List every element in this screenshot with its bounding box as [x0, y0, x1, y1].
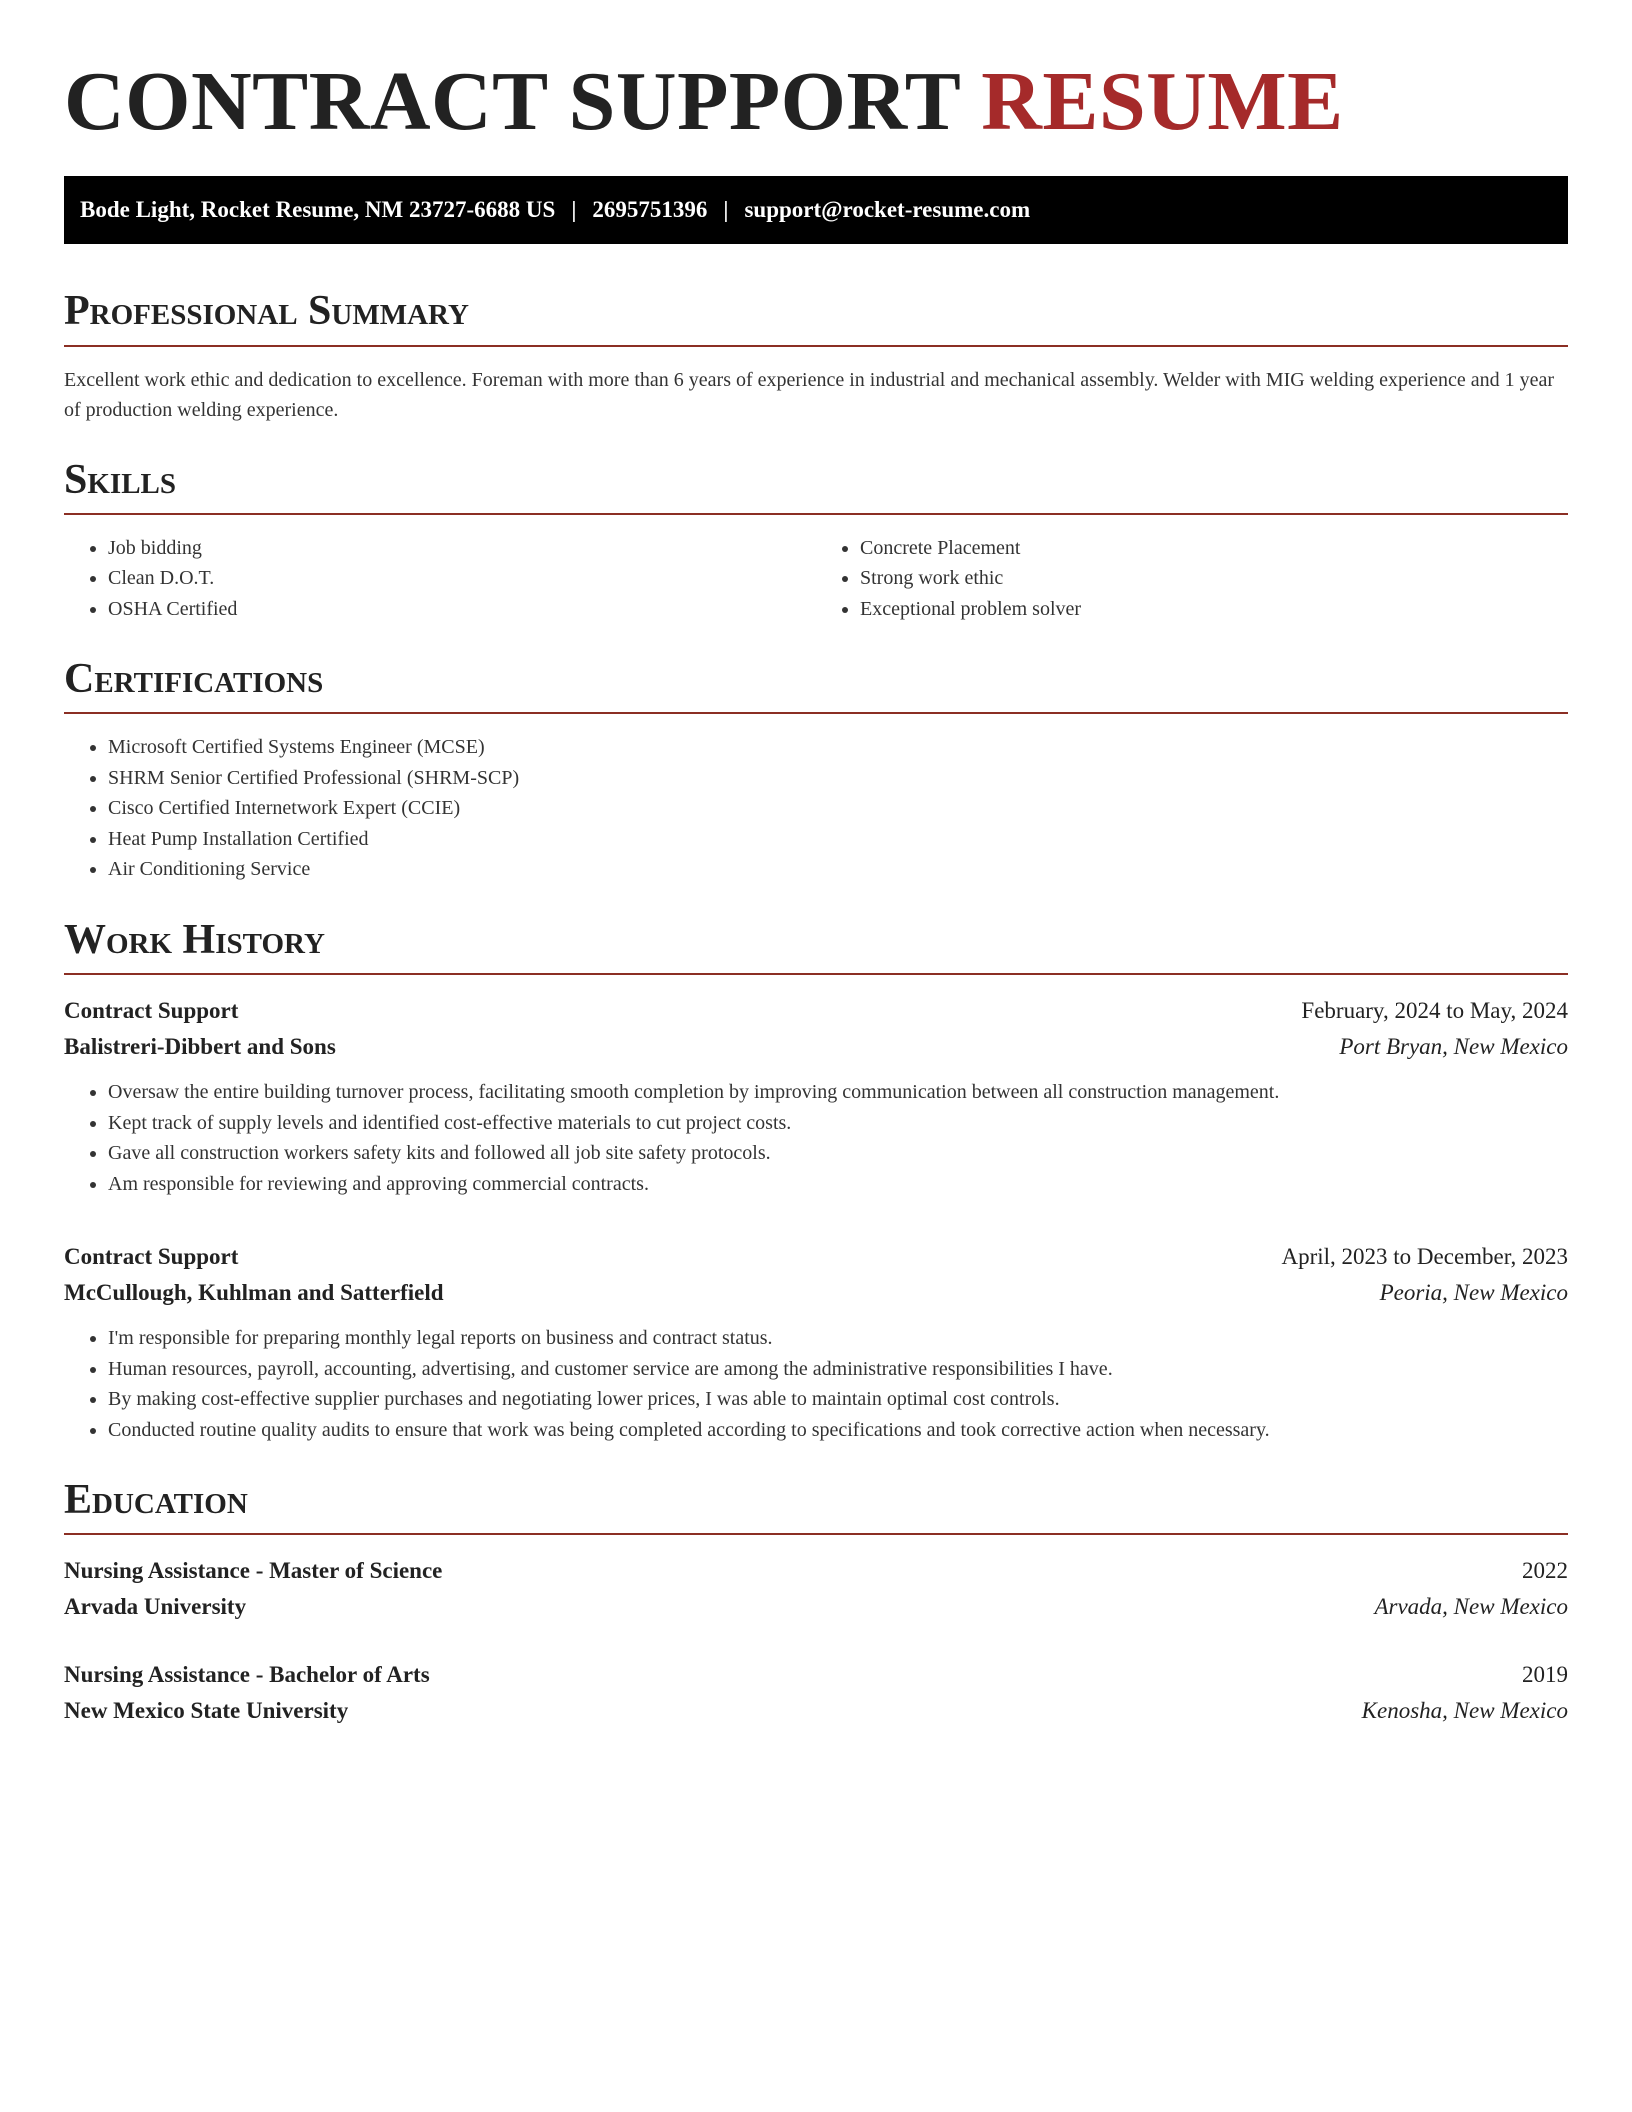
- contact-bar: [64, 176, 1568, 244]
- job-company: McCullough, Kuhlman and Satterfield: [64, 1280, 444, 1306]
- summary-section: [64, 288, 1568, 424]
- summary-text: Excellent work ethic and dedication to excellence. Foreman with more than 6 years of experience in industrial and mechanical assembly. Welder with MIG welding experience and 1 year of production welding experience.: [64, 368, 1555, 421]
- job-company: Balistreri-Dibbert and Sons: [64, 1034, 336, 1060]
- skill-item: • OSHA Certified: [108, 594, 816, 625]
- skills-heading: Skills: [64, 457, 1568, 515]
- education-entry: [64, 1553, 1568, 1625]
- work-history-heading: Work History: [64, 917, 1568, 975]
- title-main: CONTRACT SUPPORT: [64, 55, 960, 148]
- resume-title: [64, 56, 1568, 148]
- skill-item: • Strong work ethic: [860, 563, 1568, 594]
- education-heading: Education: [64, 1477, 1568, 1535]
- certification-item: • SHRM Senior Certified Professional (SHRM-SCP): [108, 763, 1568, 794]
- education-degree: Nursing Assistance - Bachelor of Arts: [64, 1662, 430, 1688]
- certifications-list: [64, 732, 1568, 885]
- job-bullet: • Am responsible for reviewing and approving commercial contracts.: [108, 1169, 1568, 1200]
- contact-separator: |: [571, 197, 577, 223]
- job-title: Contract Support: [64, 998, 239, 1024]
- certifications-section: [64, 656, 1568, 885]
- job-bullet: • Oversaw the entire building turnover process, facilitating smooth completion by improving communication between all construction management.: [108, 1077, 1568, 1108]
- certification-item: • Cisco Certified Internetwork Expert (CCIE): [108, 793, 1568, 824]
- certifications-heading: Certifications: [64, 656, 1568, 714]
- contact-email[interactable]: support@rocket-resume.com: [744, 197, 1031, 223]
- skill-item: • Exceptional problem solver: [860, 594, 1568, 625]
- skill-item: • Concrete Placement: [860, 533, 1568, 564]
- job-dates: April, 2023 to December, 2023: [1281, 1244, 1568, 1270]
- education-location: Kenosha, New Mexico: [1361, 1698, 1568, 1724]
- job-entry: [64, 993, 1568, 1199]
- education-school: New Mexico State University: [64, 1698, 349, 1724]
- skills-list-left: [64, 533, 816, 625]
- education-degree: Nursing Assistance - Master of Science: [64, 1558, 443, 1584]
- job-bullets: [64, 1077, 1568, 1199]
- job-title: Contract Support: [64, 1244, 239, 1270]
- skill-item: • Clean D.O.T.: [108, 563, 816, 594]
- education-year: 2019: [1522, 1662, 1568, 1688]
- job-bullet: • Conducted routine quality audits to ensure that work was being completed according to specifications and took corrective action when necessary.: [108, 1415, 1568, 1446]
- education-school: Arvada University: [64, 1594, 247, 1620]
- summary-heading: Professional Summary: [64, 288, 1568, 346]
- job-location: Port Bryan, New Mexico: [1339, 1034, 1568, 1060]
- certification-item: • Heat Pump Installation Certified: [108, 824, 1568, 855]
- job-bullet: • Gave all construction workers safety kits and followed all job site safety protocols.: [108, 1138, 1568, 1169]
- job-bullet: • I'm responsible for preparing monthly legal reports on business and contract status.: [108, 1323, 1568, 1354]
- education-entry: [64, 1657, 1568, 1729]
- contact-phone[interactable]: 2695751396: [592, 197, 708, 223]
- job-bullet: • By making cost-effective supplier purchases and negotiating lower prices, I was able to maintain optimal cost controls.: [108, 1384, 1568, 1415]
- contact-address: Bode Light, Rocket Resume, NM 23727-6688 US: [80, 197, 556, 223]
- education-location: Arvada, New Mexico: [1374, 1594, 1568, 1620]
- certification-item: • Microsoft Certified Systems Engineer (MCSE): [108, 732, 1568, 763]
- skills-list-right: [816, 533, 1568, 625]
- title-accent: RESUME: [981, 55, 1344, 148]
- contact-separator: |: [723, 197, 729, 223]
- job-entry: [64, 1239, 1568, 1445]
- job-bullet: • Kept track of supply levels and identified cost-effective materials to cut project costs.: [108, 1108, 1568, 1139]
- job-location: Peoria, New Mexico: [1379, 1280, 1568, 1306]
- skill-item: • Job bidding: [108, 533, 816, 564]
- job-dates: February, 2024 to May, 2024: [1301, 998, 1568, 1024]
- job-bullets: [64, 1323, 1568, 1445]
- work-history-section: [64, 917, 1568, 1445]
- education-section: [64, 1477, 1568, 1729]
- education-year: 2022: [1522, 1558, 1568, 1584]
- skills-section: [64, 457, 1568, 625]
- job-bullet: • Human resources, payroll, accounting, advertising, and customer service are among the administrative responsibilities I have.: [108, 1354, 1568, 1385]
- certification-item: • Air Conditioning Service: [108, 854, 1568, 885]
